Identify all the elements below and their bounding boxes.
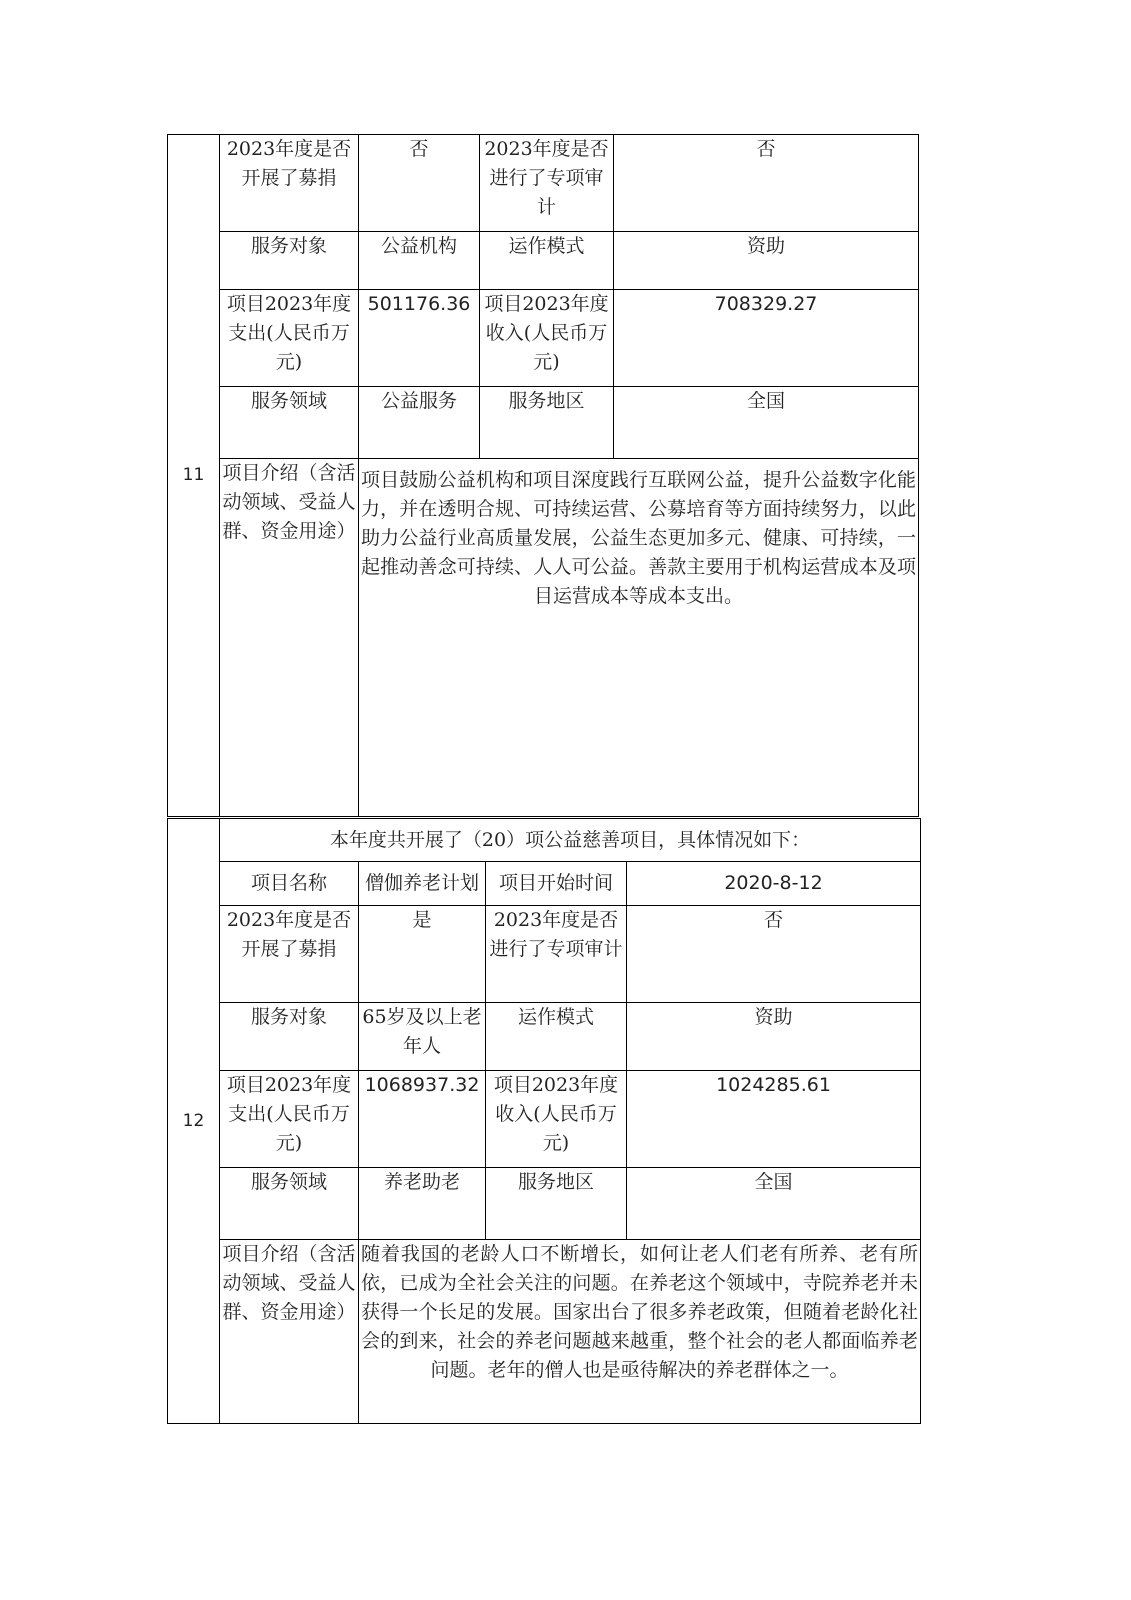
expense-label: 项目2023年度支出(人民币万元) bbox=[220, 290, 359, 387]
name-value: 僧伽养老计划 bbox=[359, 862, 486, 906]
name-label: 项目名称 bbox=[220, 862, 359, 906]
target-value: 公益机构 bbox=[359, 232, 480, 290]
intro-text: 项目鼓励公益机构和项目深度践行互联网公益，提升公益数字化能力，并在透明合规、可持续运营、公募培育等方面持续努力，以此助力公益行业高质量发展，公益生态更加多元、健康、可持续，一起推动善念可持续、人人可公益。善款主要用于机构运营成本及项目运营成本等成本支出。 bbox=[359, 459, 919, 817]
target-label: 服务对象 bbox=[220, 1003, 359, 1071]
expense-value: 1068937.32 bbox=[359, 1071, 486, 1168]
target-value: 65岁及以上老年人 bbox=[359, 1003, 486, 1071]
region-label: 服务地区 bbox=[486, 1168, 627, 1240]
project-table-11 bbox=[167, 134, 919, 817]
row-number: 12 bbox=[168, 819, 220, 1424]
fundraise-value: 是 bbox=[359, 906, 486, 1003]
region-label: 服务地区 bbox=[480, 387, 614, 459]
expense-label: 项目2023年度支出(人民币万元) bbox=[220, 1071, 359, 1168]
audit-value: 否 bbox=[627, 906, 921, 1003]
region-value: 全国 bbox=[614, 387, 919, 459]
start-label: 项目开始时间 bbox=[486, 862, 627, 906]
summary-banner: 本年度共开展了（20）项公益慈善项目，具体情况如下： bbox=[220, 819, 921, 862]
mode-label: 运作模式 bbox=[480, 232, 614, 290]
row-number: 11 bbox=[168, 135, 220, 817]
field-value: 公益服务 bbox=[359, 387, 480, 459]
target-label: 服务对象 bbox=[220, 232, 359, 290]
region-value: 全国 bbox=[627, 1168, 921, 1240]
fundraise-value: 否 bbox=[359, 135, 480, 232]
start-value: 2020-8-12 bbox=[627, 862, 921, 906]
audit-label: 2023年度是否进行了专项审计 bbox=[486, 906, 627, 1003]
field-label: 服务领域 bbox=[220, 1168, 359, 1240]
intro-text: 随着我国的老龄人口不断增长，如何让老人们老有所养、老有所依，已成为全社会关注的问题。在养老这个领域中，寺院养老并未获得一个长足的发展。国家出台了很多养老政策，但随着老龄化社会的到来，社会的养老问题越来越重，整个社会的老人都面临养老问题。老年的僧人也是亟待解决的养老群体之一。 bbox=[359, 1240, 921, 1424]
intro-label: 项目介绍（含活动领域、受益人群、资金用途） bbox=[220, 1240, 359, 1424]
mode-value: 资助 bbox=[614, 232, 919, 290]
project-table-12 bbox=[167, 818, 921, 1424]
income-value: 708329.27 bbox=[614, 290, 919, 387]
audit-value: 否 bbox=[614, 135, 919, 232]
field-value: 养老助老 bbox=[359, 1168, 486, 1240]
income-label: 项目2023年度收入(人民币万元) bbox=[480, 290, 614, 387]
fundraise-label: 2023年度是否开展了募捐 bbox=[220, 906, 359, 1003]
income-value: 1024285.61 bbox=[627, 1071, 921, 1168]
expense-value: 501176.36 bbox=[359, 290, 480, 387]
income-label: 项目2023年度收入(人民币万元) bbox=[486, 1071, 627, 1168]
field-label: 服务领域 bbox=[220, 387, 359, 459]
fundraise-label: 2023年度是否开展了募捐 bbox=[220, 135, 359, 232]
audit-label: 2023年度是否进行了专项审计 bbox=[480, 135, 614, 232]
mode-value: 资助 bbox=[627, 1003, 921, 1071]
intro-label: 项目介绍（含活动领域、受益人群、资金用途） bbox=[220, 459, 359, 817]
mode-label: 运作模式 bbox=[486, 1003, 627, 1071]
